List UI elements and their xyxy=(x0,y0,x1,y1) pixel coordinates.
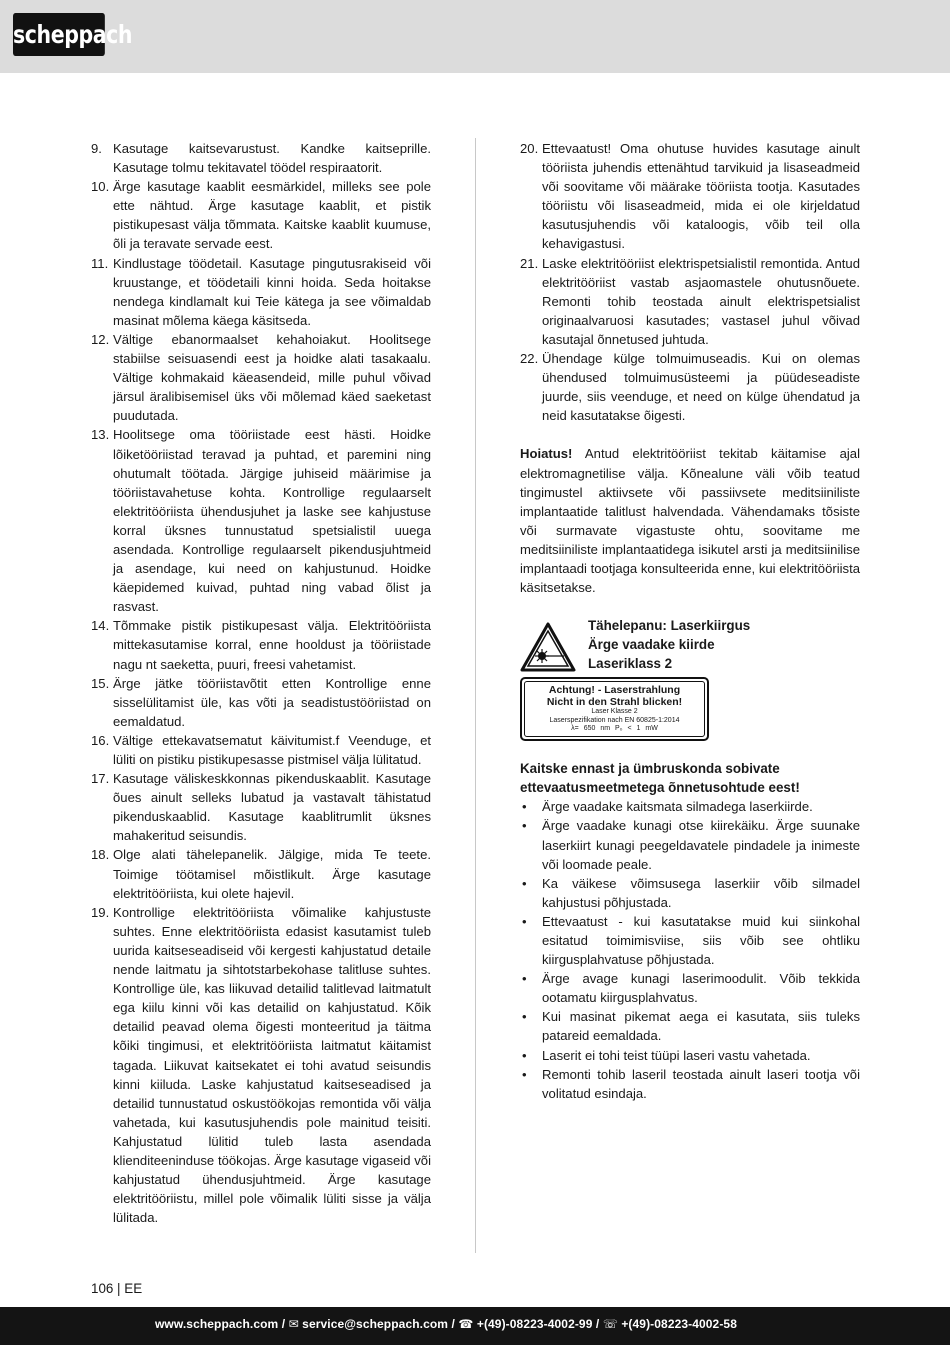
item-text: Kindlustage töödetail. Kasutage pingutusrakiseid või kruustange, et töödetaili kinni hoida. Seda hoitakse nendega kindlamalt kui Teie kätega ja see võimaldab masinat mõlema käega käsitseda. xyxy=(113,255,431,328)
list-item: • Ärge vaadake kaitsmata silmadega laserkiirde. xyxy=(520,797,860,816)
laser-precautions-list xyxy=(520,797,860,1103)
warning-label: Hoiatus! xyxy=(520,446,573,462)
item-text: Ärge kasutage kaablit eesmärkidel, milleks see pole ette nähtud. Ärge kasutage kaablit, et pistik pistikupesast välja tõmmata. Kaitske kaablit kuumuse, õli ja teravate servade eest. xyxy=(113,179,431,252)
item-text: Vältige ebanormaalset kehahoiakut. Hoolitsege stabiilse seisuasendi eest ja hoidke alati tasakaalu. Vältige kohmakaid käeasendeid, mille puhul võivad järsul äralibisemisel üks või mõlemad käed saeketast puudutada. xyxy=(113,331,431,424)
laser-heading-line: Tähelepanu: Laserkiirgus xyxy=(588,618,751,634)
item-text: Hoolitsege oma tööriistade eest hästi. Hoidke lõiketööriistad teravad ja puhtad, et paremini ning ohutumalt töötada. Järgige juhiseid määrimise ja tööriistavahetuse kohta. Kontrollige regulaarselt elektritööriista ühendusjuhet ja laske see kahjustuse korral üksnes tunnustatud spetsialistil uuega asendada. Kontrollige regulaarselt pikendusjuhtmeid ja asendage, kui need on kahjustunud. Hoidke käepidemed kuivad, puhtad ning vabad õlist ja rasvast. xyxy=(113,427,431,615)
safety-list-left xyxy=(91,139,431,1227)
item-number: 12. xyxy=(91,331,110,347)
list-item xyxy=(91,425,431,616)
laser-heading-line: Laseriklass 2 xyxy=(588,656,673,672)
laser-heading xyxy=(588,616,750,673)
item-number: 10. xyxy=(91,179,110,195)
list-item xyxy=(91,616,431,673)
brand-logo: scheppach xyxy=(13,13,105,56)
item-number: 9. xyxy=(91,141,102,156)
list-item xyxy=(91,177,431,253)
list-item xyxy=(91,674,431,731)
item-number: 16. xyxy=(91,732,110,748)
item-text: Tõmmake pistik pistikupesast välja. Elektritööriista mittekasutamise korral, enne hooldust ja tööriistade nagu nt saeketta, puuri, freesi vahetamist. xyxy=(113,618,431,672)
item-number: 22. xyxy=(520,351,539,367)
page-number: 106 | EE xyxy=(91,1281,143,1296)
label-line: Nicht in den Strahl blicken! xyxy=(546,696,683,709)
label-line: Laser Klasse 2 xyxy=(591,708,638,716)
laser-heading-line: Ärge vaadake kiirde xyxy=(588,637,715,653)
list-item xyxy=(520,139,860,254)
list-item xyxy=(91,330,431,425)
list-item: • Laserit ei tohi teist tüüpi laseri vastu vahetada. xyxy=(520,1046,860,1065)
list-item: • Ärge avage kunagi laserimoodulit. Võib tekkida ootamatu kiirgusplahvatus. xyxy=(520,969,860,1007)
item-text: Ärge jätke tööriistavõtit etten Kontrollige enne sisselülitamist üle, kas võti ja seadistustööriistad on eemaldatud. xyxy=(113,675,431,729)
list-item: • Kui masinat pikemat aega ei kasutata, siis tuleks patareid eemaldada. xyxy=(520,1007,860,1045)
item-number: 19. xyxy=(91,904,110,920)
emf-warning xyxy=(520,444,860,597)
item-number: 17. xyxy=(91,771,110,787)
header-band xyxy=(0,0,950,73)
warning-text: Antud elektritööriist tekitab käitamise ajal elektromagnetilise välja. Kõnealune väli võib teatud tingimustel aktiivsete või passiivsete meditsiiniliste implantaatide talitlust halvendada. Vähendamaks tõsiste või surmavate vigastuste ohtu, soovitame me meditsiiniliste implantaatidega isikutel arsti ja meditsiinilise implantaadi tootjaga konsulteerida enne, kui elektritööriista käsitsetakse. xyxy=(520,446,860,596)
footer-contact: www.scheppach.com / ✉ service@scheppach.com / ☎ +(49)-08223-4002-99 / ☏ +(49)-08223-4002-58 xyxy=(155,1317,737,1331)
item-text: Laske elektritööriist elektrispetsialistil remontida. Antud elektritööriist vastab asjaomastele ohutusnõuete. Remonti tohib teostada ainult elektrispetsialist originaalvaruosi kasutades; vastasel juhul võivad kasutajal õnnetused juhtuda. xyxy=(542,255,860,347)
right-column xyxy=(520,139,860,1103)
item-number: 18. xyxy=(91,847,110,863)
list-item xyxy=(520,349,860,425)
laser-label-inner xyxy=(524,681,705,737)
item-number: 15. xyxy=(91,675,110,691)
label-line: Laserspezifikation nach EN 60825-1:2014 xyxy=(549,716,680,724)
item-number: 20. xyxy=(520,141,539,156)
item-text: Kasutage väliskeskkonnas pikenduskaablit. Kasutage õues ainult selleks lubatud ja vastavalt tähistatud pikenduskaablid. Kasutage kaablitrumlit üksnes mahakeritud seisundis. xyxy=(113,771,431,844)
column-divider xyxy=(475,138,476,1253)
item-text: Vältige ettekavatsematut käivitumist.f Veenduge, et lüliti on pistiku pistikupesasse pistmisel välja lülitatud. xyxy=(113,732,431,767)
item-text: Ettevaatust! Oma ohutuse huvides kasutage ainult tööriista juhendis ettenähtud tarvikuid ja lisaseadmeid või soovitame või määrake tööriista tootja. Kasutades tööriistu või lisaseadmeid, mida ei ole kirjeldatud kasutusjuhendis või kataloogis, võib teil olla kehavigastusi. xyxy=(542,141,860,252)
safety-list-right xyxy=(520,139,860,425)
laser-class-label xyxy=(520,677,709,741)
list-item xyxy=(520,254,860,349)
list-item xyxy=(91,731,431,769)
protect-heading: Kaitske ennast ja ümbruskonda sobivate ettevaatusmeetmetega õnnetusohtude eest! xyxy=(520,761,800,796)
list-item xyxy=(91,903,431,1228)
item-text: Olge alati tähelepanelik. Jälgige, mida Te teete. Toimige töötamisel mõistlikult. Ärge kasutage elektritööriista, kui olete hajevil. xyxy=(113,847,431,901)
item-number: 13. xyxy=(91,427,110,443)
list-item: • Ärge vaadake kunagi otse kiirekäiku. Ärge suunake laserkiirt kunagi peegeldavatele pindadele ja inimeste või loomade peale. xyxy=(520,816,860,873)
list-item: • Ka väikese võimsusega laserkiir võib silmadel kahjustusi põhjustada. xyxy=(520,874,860,912)
laser-hazard-icon xyxy=(520,622,576,672)
item-text: Kasutage kaitsevarustust. Kandke kaitseprille. Kasutage tolmu tekitavatel töödel respiraatorit. xyxy=(113,141,431,176)
label-line: λ= 650 nm P₀ < 1 mW xyxy=(571,724,658,732)
list-item: • Remonti tohib laseril teostada ainult laseri tootja või volitatud esindaja. xyxy=(520,1065,860,1103)
item-text: Kontrollige elektritööriista võimalike kahjustuste suhtes. Enne elektritööriista edasist kasutamist tuleb uurida kaitseseadiseid või kergesti kahjustatud detaile nende laitmatu ja sihtotstarbekohase talitluse suhtes. Kontrollige üle, kas liikuvad detailid talitlevad laitmatult ega kiilu kinni või kas detailid on kahjustatud. Kõik detailid peavad olema õigesti monteeritud ja täitma kõiki tingimusi, et elektritööriista laitmatut käitamist tagada. Liikuvat kaitsekatet ei tohi avatud seisundis kinni kiiluda. Laske kahjustatud kaitseseadised ja detailid tunnustatud oskustöökojas remontida või välja vahetada, kui kasutusjuhendis pole mainitud teisiti. Kahjustatud lülitid tuleb lasta asendada klienditeeninduse töökojas. Ärge kasutage vigaseid või kahjustatud ühendusjuhtmeid. Ärge kasutage elektritööriistu, millel pole võimalik lüliti sisse ja välja lülitada. xyxy=(113,904,431,1226)
list-item xyxy=(91,254,431,330)
item-number: 14. xyxy=(91,618,110,634)
list-item: • Ettevaatust - kui kasutatakse muid kui siinkohal esitatud toimimisviise, siis võib see ohtliku kiirgusplahvatuse põhjustada. xyxy=(520,912,860,969)
left-column xyxy=(91,139,431,1227)
item-number: 11. xyxy=(91,255,109,271)
footer-bar xyxy=(0,1307,950,1345)
list-item xyxy=(91,845,431,902)
list-item xyxy=(91,139,431,177)
laser-warning-block xyxy=(520,616,860,744)
label-line: Achtung! - Laserstrahlung xyxy=(548,684,681,697)
list-item xyxy=(91,769,431,845)
item-number: 21. xyxy=(520,255,539,271)
item-text: Ühendage külge tolmuimuseadis. Kui on olemas ühendused tolmuimusüsteemi ja püüdeseadiste juurde, siis veenduge, et need on külge ühendatud ja neid kasutatakse õigesti. xyxy=(542,351,860,424)
